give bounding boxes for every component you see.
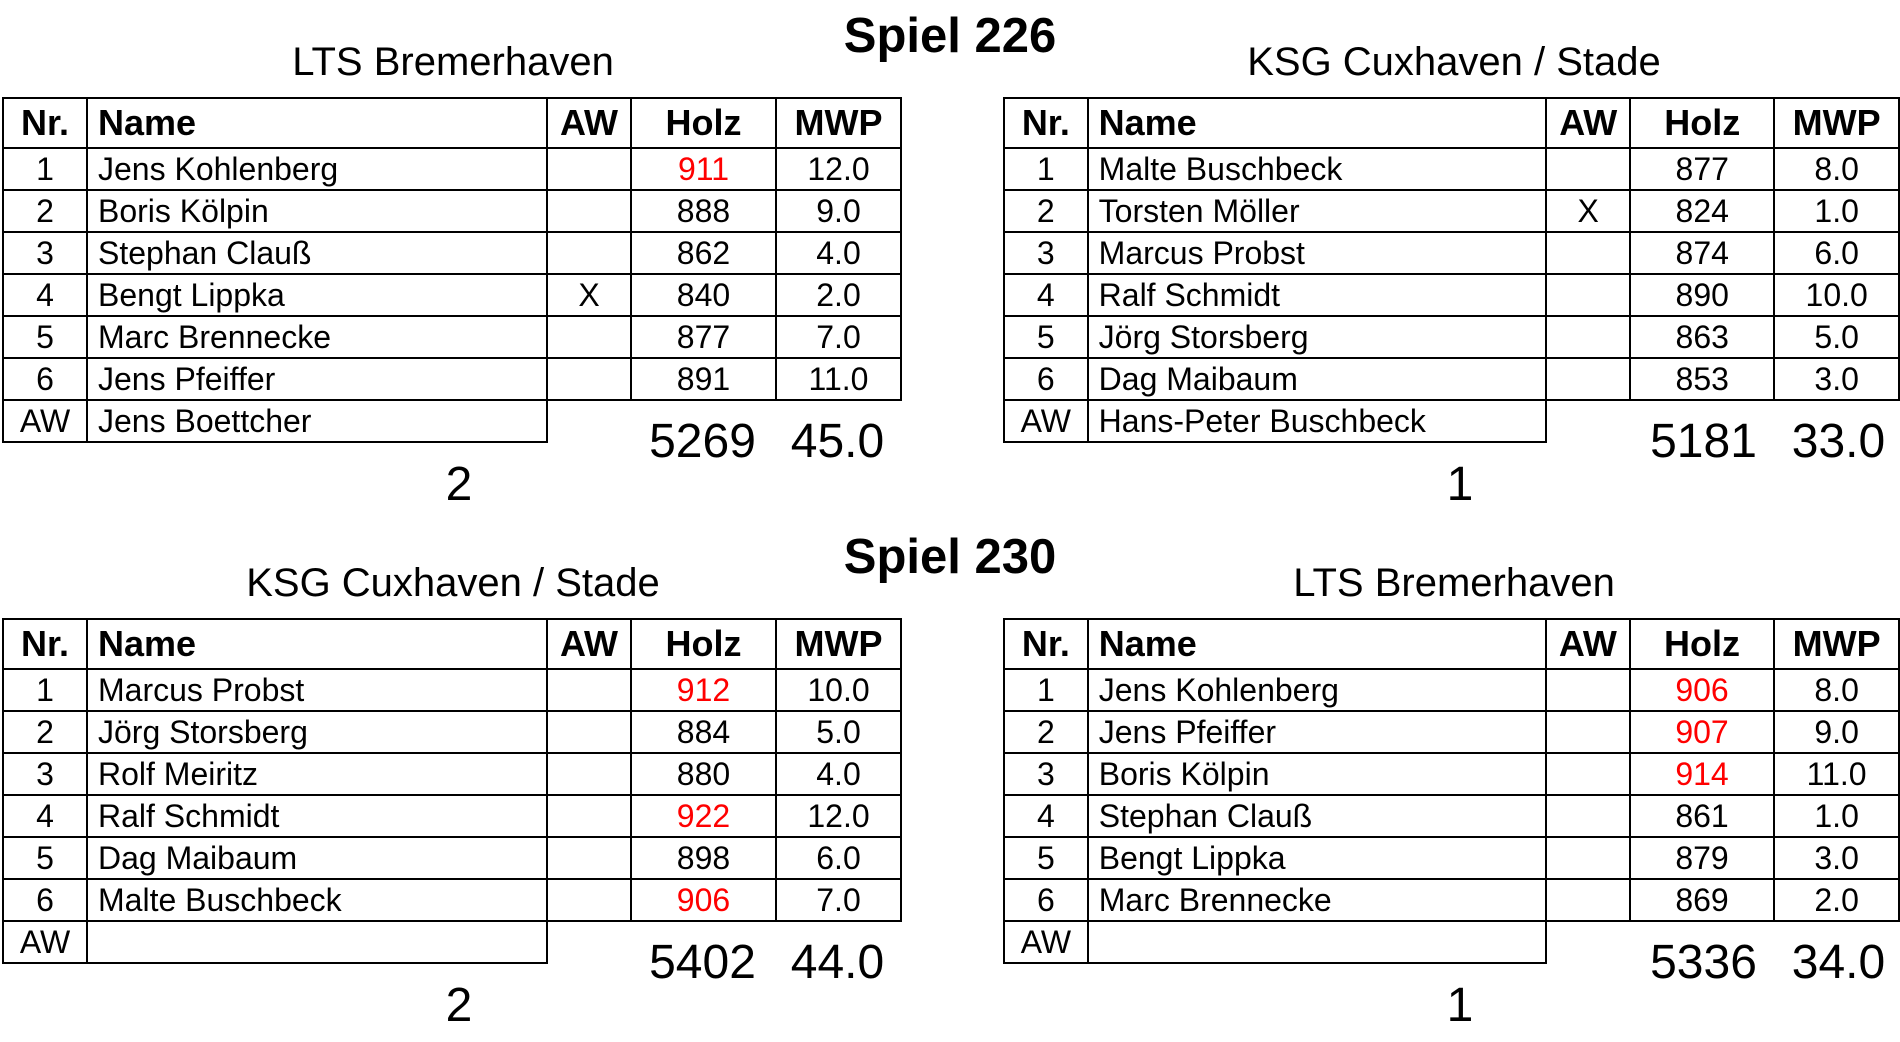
player-holz: 862 [631,232,776,274]
player-mwp: 1.0 [1774,795,1899,837]
header-row [3,98,901,148]
roster-table [2,618,902,964]
substitute-name: Hans-Peter Buschbeck [1088,400,1547,442]
player-mwp: 10.0 [776,669,901,711]
substitution-mark [547,753,631,795]
player-number: 3 [3,232,87,274]
player-number: 4 [1004,795,1088,837]
holz-header: Holz [631,619,776,669]
player-row [3,669,901,711]
player-name: Jens Pfeiffer [87,358,547,400]
player-holz: 922 [631,795,776,837]
player-number: 2 [3,190,87,232]
player-row [1004,879,1899,921]
player-mwp: 11.0 [1774,753,1899,795]
player-name: Marcus Probst [87,669,547,711]
player-holz: 914 [1630,753,1774,795]
player-number: 1 [1004,669,1088,711]
player-number: 4 [1004,274,1088,316]
player-row [3,148,901,190]
player-number: 5 [3,316,87,358]
player-number: 6 [1004,879,1088,921]
substitution-mark: X [547,274,631,316]
player-holz: 906 [1630,669,1774,711]
player-mwp: 3.0 [1774,358,1899,400]
roster-table [1003,97,1900,443]
substitution-mark [1546,358,1630,400]
aw-header: AW [1546,98,1630,148]
player-name: Stephan Clauß [87,232,547,274]
substitution-mark [547,190,631,232]
player-mwp: 12.0 [776,148,901,190]
player-mwp: 6.0 [776,837,901,879]
player-holz: 877 [1630,148,1774,190]
game-title: Spiel 226 [843,9,1057,63]
substitute-name [1088,921,1546,963]
player-row [1004,837,1899,879]
player-holz: 877 [631,316,776,358]
substitution-mark [547,148,631,190]
player-holz: 898 [631,837,776,879]
aw-header: AW [547,98,631,148]
player-mwp: 9.0 [1774,711,1899,753]
substitution-mark [547,669,631,711]
player-mwp: 9.0 [776,190,901,232]
player-name: Dag Maibaum [1088,358,1547,400]
roster-table [1003,618,1900,964]
team-name: LTS Bremerhaven [292,40,614,84]
substitution-mark [547,795,631,837]
substitution-mark [1546,669,1630,711]
player-row [1004,232,1899,274]
player-number: 6 [3,358,87,400]
player-row [3,879,901,921]
player-number: 6 [3,879,87,921]
header-row [1004,98,1899,148]
player-mwp: 3.0 [1774,837,1899,879]
team-name: LTS Bremerhaven [1293,561,1615,605]
total-holz: 5402 [649,936,756,989]
match-points: 2 [445,458,473,511]
player-row [3,753,901,795]
name-header: Name [87,619,547,669]
substitution-mark [1546,795,1630,837]
name-header: Name [87,98,547,148]
nr-header: Nr. [3,98,87,148]
player-name: Marcus Probst [1088,232,1547,274]
substitution-mark [547,711,631,753]
player-name: Ralf Schmidt [87,795,547,837]
player-name: Boris Kölpin [1088,753,1546,795]
substitution-mark [1546,232,1630,274]
player-row [3,190,901,232]
mwp-header: MWP [1774,619,1899,669]
player-number: 4 [3,795,87,837]
player-mwp: 5.0 [1774,316,1899,358]
match-points: 2 [445,979,473,1032]
substitute-label: AW [3,400,87,442]
mwp-header: MWP [1774,98,1899,148]
player-number: 3 [1004,232,1088,274]
player-name: Malte Buschbeck [87,879,547,921]
total-mwp: 33.0 [1791,415,1886,468]
player-name: Jörg Storsberg [87,711,547,753]
player-mwp: 5.0 [776,711,901,753]
match-points: 1 [1446,979,1474,1032]
player-holz: 911 [631,148,776,190]
player-number: 3 [1004,753,1088,795]
nr-header: Nr. [1004,619,1088,669]
total-holz: 5181 [1650,415,1757,468]
substitution-mark [1546,148,1630,190]
player-row [3,358,901,400]
substitution-mark [547,316,631,358]
substitute-label: AW [1004,921,1088,963]
player-holz: 879 [1630,837,1774,879]
substitution-mark [547,232,631,274]
total-mwp: 45.0 [790,415,885,468]
aw-header: AW [547,619,631,669]
header-row [1004,619,1899,669]
substitution-mark [1546,316,1630,358]
mwp-header: MWP [776,619,901,669]
player-row [1004,316,1899,358]
player-mwp: 8.0 [1774,148,1899,190]
substitution-mark [547,358,631,400]
player-row [3,274,901,316]
player-number: 5 [1004,316,1088,358]
player-row [1004,711,1899,753]
player-name: Bengt Lippka [87,274,547,316]
player-name: Bengt Lippka [1088,837,1546,879]
name-header: Name [1088,98,1547,148]
player-holz: 888 [631,190,776,232]
player-name: Rolf Meiritz [87,753,547,795]
total-mwp: 44.0 [790,936,885,989]
player-holz: 853 [1630,358,1774,400]
player-row [1004,148,1899,190]
player-mwp: 4.0 [776,753,901,795]
player-name: Malte Buschbeck [1088,148,1547,190]
player-number: 5 [1004,837,1088,879]
player-mwp: 2.0 [776,274,901,316]
total-mwp: 34.0 [1791,936,1886,989]
mwp-header: MWP [776,98,901,148]
player-name: Jörg Storsberg [1088,316,1547,358]
player-mwp: 11.0 [776,358,901,400]
player-holz: 824 [1630,190,1774,232]
player-number: 4 [3,274,87,316]
substitute-label: AW [3,921,87,963]
team-name: KSG Cuxhaven / Stade [1247,40,1661,84]
player-row [3,795,901,837]
substitute-label: AW [1004,400,1088,442]
player-mwp: 1.0 [1774,190,1899,232]
player-holz: 880 [631,753,776,795]
substitution-mark [1546,274,1630,316]
player-number: 1 [3,669,87,711]
game-title: Spiel 230 [843,530,1057,584]
player-number: 5 [3,837,87,879]
substitution-mark [547,837,631,879]
player-holz: 907 [1630,711,1774,753]
player-holz: 869 [1630,879,1774,921]
substitution-mark: X [1546,190,1630,232]
substitution-mark [1546,879,1630,921]
player-holz: 912 [631,669,776,711]
roster-table [2,97,902,443]
player-row [1004,753,1899,795]
player-number: 3 [3,753,87,795]
substitution-mark [1546,711,1630,753]
total-holz: 5269 [649,415,756,468]
player-row [1004,669,1899,711]
substitution-mark [547,879,631,921]
player-holz: 890 [1630,274,1774,316]
player-holz: 891 [631,358,776,400]
player-name: Jens Kohlenberg [87,148,547,190]
player-holz: 874 [1630,232,1774,274]
player-number: 2 [1004,711,1088,753]
name-header: Name [1088,619,1546,669]
player-name: Jens Kohlenberg [1088,669,1546,711]
player-name: Boris Kölpin [87,190,547,232]
player-row [1004,358,1899,400]
aw-header: AW [1546,619,1630,669]
player-mwp: 4.0 [776,232,901,274]
player-holz: 906 [631,879,776,921]
substitute-name: Jens Boettcher [87,400,547,442]
holz-header: Holz [631,98,776,148]
player-holz: 840 [631,274,776,316]
player-number: 1 [1004,148,1088,190]
player-mwp: 2.0 [1774,879,1899,921]
holz-header: Holz [1630,98,1774,148]
player-mwp: 10.0 [1774,274,1899,316]
substitute-name [87,921,547,963]
player-name: Marc Brennecke [87,316,547,358]
player-name: Marc Brennecke [1088,879,1546,921]
player-row [3,316,901,358]
holz-header: Holz [1630,619,1774,669]
player-row [1004,274,1899,316]
player-holz: 861 [1630,795,1774,837]
total-holz: 5336 [1650,936,1757,989]
player-mwp: 7.0 [776,316,901,358]
player-name: Torsten Möller [1088,190,1547,232]
player-name: Jens Pfeiffer [1088,711,1546,753]
player-name: Stephan Clauß [1088,795,1546,837]
player-name: Ralf Schmidt [1088,274,1547,316]
player-holz: 863 [1630,316,1774,358]
player-row [3,837,901,879]
player-number: 6 [1004,358,1088,400]
substitution-mark [1546,837,1630,879]
player-mwp: 7.0 [776,879,901,921]
player-mwp: 12.0 [776,795,901,837]
header-row [3,619,901,669]
player-row [1004,795,1899,837]
substitution-mark [1546,753,1630,795]
match-points: 1 [1446,458,1474,511]
player-row [3,711,901,753]
nr-header: Nr. [1004,98,1088,148]
player-number: 1 [3,148,87,190]
player-mwp: 8.0 [1774,669,1899,711]
player-number: 2 [3,711,87,753]
team-name: KSG Cuxhaven / Stade [246,561,660,605]
player-number: 2 [1004,190,1088,232]
player-holz: 884 [631,711,776,753]
player-row [1004,190,1899,232]
player-name: Dag Maibaum [87,837,547,879]
player-mwp: 6.0 [1774,232,1899,274]
player-row [3,232,901,274]
nr-header: Nr. [3,619,87,669]
